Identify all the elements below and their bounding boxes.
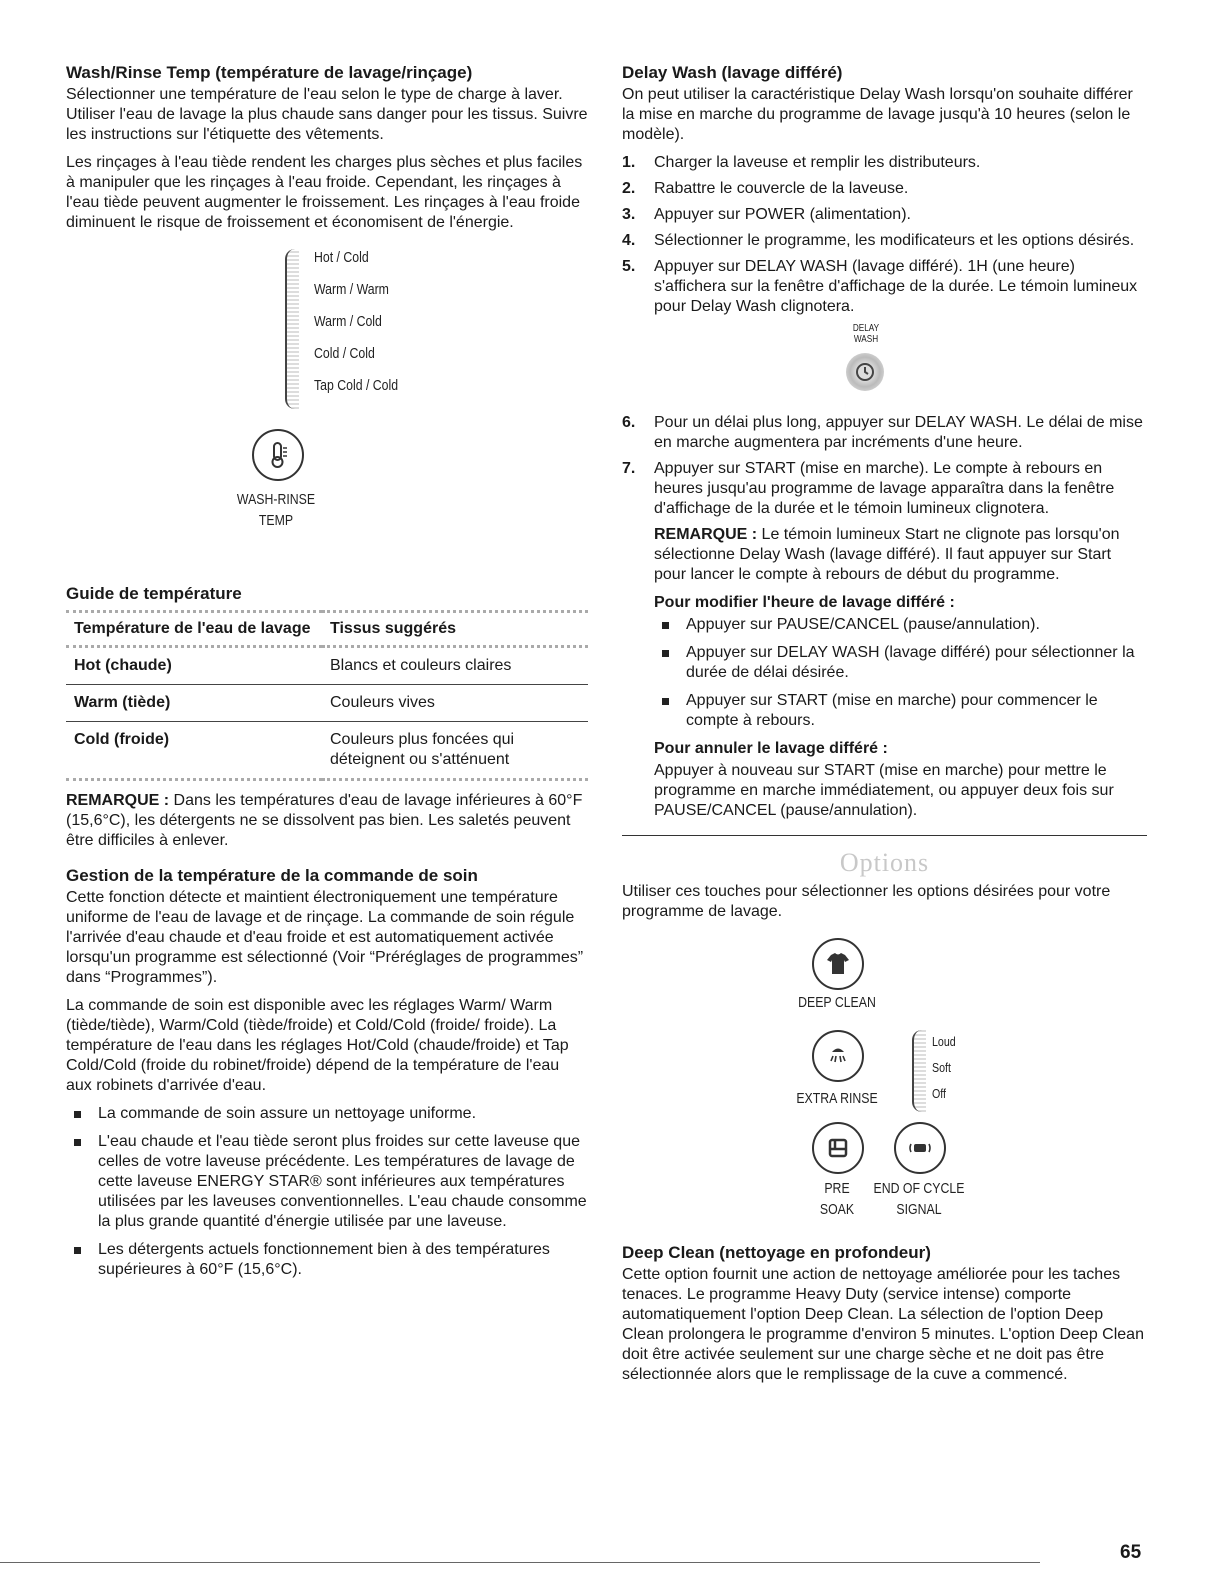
right-column [622,62,1147,1393]
extra-rinse-button[interactable] [812,1030,864,1082]
list-item: Appuyer sur PAUSE/CANCEL (pause/annulation). [654,615,1147,635]
signal-selector-bar [912,1030,926,1112]
care-title: Gestion de la température de la commande de soin [66,866,478,885]
delay-wash-graphic [622,323,1147,403]
list-item: Appuyer sur START (mise en marche) pour commencer le compte à rebours. [654,691,1147,731]
pre-soak-button[interactable] [812,1122,864,1174]
list-item: L'eau chaude et l'eau tiède seront plus froides sur cette laveuse que celles de votre laveuse précédente. Les températures de lavage de cette laveuse ENERGY STAR® sont inférieures aux températures utilisées par les laveuses conventionnelles. L'eau chaude consomme la plus grande quantité d'énergie utilisée par une laveuse. [66,1132,588,1232]
end-of-cycle-signal-button[interactable] [894,1122,946,1174]
left-column [66,62,588,1288]
setting-hot-cold: Hot / Cold [314,249,369,266]
bottom-rule [0,1562,1040,1563]
delay-wash-title: Delay Wash (lavage différé) [622,63,843,82]
list-item: 6. Pour un délai plus long, appuyer sur DELAY WASH. Le délai de mise en marche augmentera par incréments d'une heure. [622,414,1143,451]
shower-icon [823,1041,853,1071]
list-item: 1. Charger la laveuse et remplir les distributeurs. [622,154,981,171]
wash-rinse-temp-button[interactable] [252,429,304,481]
delay-steps-a [622,153,1147,317]
page-number: 65 [1120,1542,1142,1563]
table-row: Cold (froide) Couleurs plus foncées qui déteignent ou s'atténuent [66,722,588,780]
signal-loud: Loud [932,1034,956,1049]
wash-rinse-graphic [66,241,588,571]
table-header-row [66,612,588,647]
delay-steps-b [622,413,1147,519]
guide-title: Guide de température [66,584,242,603]
deep-clean-button[interactable] [812,938,864,990]
guide-note: REMARQUE : Dans les températures d'eau de lavage inférieures à 60°F (15,6°C), les détergents ne se dissolvent pas bien. Les saletés peuvent être difficiles à enlever. [66,792,583,849]
setting-cold-cold: Cold / Cold [314,345,375,362]
list-item: 3. Appuyer sur POWER (alimentation). [622,206,911,223]
temp-selector-bar [285,249,299,409]
list-item: Les détergents actuels fonctionnement bien à des températures supérieures à 60°F (15,6°C). [66,1240,588,1280]
deep-clean-text: Cette option fournit une action de nettoyage améliorée pour les taches tenaces. Le programme Heavy Duty (service intense) comporte automatiquement l'option Deep Clean. La sélection de l'option Deep Clean prolongera le programme d'environ 5 minutes. L'option Deep Clean doit être activée seulement sur une charge sèche et ne doit pas être sélectionnée alors que le remplissage de la cuve a commencé. [622,1266,1144,1383]
wash-rinse-caption: WASH-RINSE TEMP [236,491,316,529]
delay-wash-intro: On peut utiliser la caractéristique Delay Wash lorsqu'on souhaite différer la mise en marche du programme de lavage jusqu'à 10 heures (selon le modèle). [622,86,1133,143]
table-row: Hot (chaude) Blancs et couleurs claires [66,647,588,685]
delay-note: REMARQUE : Le témoin lumineux Start ne clignote pas lorsqu'on sélectionne Delay Wash (lavage différé). Il faut appuyer sur Start pour lancer le compte à rebours de début du programme. [654,526,1120,583]
header-fabrics: Tissus suggérés [330,620,456,637]
list-item: 4. Sélectionner le programme, les modificateurs et les options désirés. [622,232,1135,249]
care-bullets [66,1104,588,1280]
list-item: 2. Rabattre le couvercle de la laveuse. [622,180,909,197]
options-title: Options [839,848,930,877]
setting-warm-warm: Warm / Warm [314,281,389,298]
wash-rinse-p2: Les rinçages à l'eau tiède rendent les charges plus sèches et plus faciles à manipuler que les rinçages à l'eau froide. Cependant, les rinçages à l'eau tiède peuvent augmenter le froissement. Les rinçages à l'eau froide diminuent le risque de froissement et économisent de l'énergie. [66,154,583,231]
temperature-guide-table [66,610,588,781]
cancel-title: Pour annuler le lavage différé : [654,740,888,757]
care-p2: La commande de soin est disponible avec les réglages Warm/ Warm (tiède/tiède), Warm/Cold (tiède/froide) et Cold/Cold (froide/ froide). La température de l'eau dans les réglages Hot/Cold (chaude/froide) et Tap Cold/Cold (froide du robinet/froide) dépend de la température de l'eau aux robinets d'arrivée d'eau. [66,997,569,1094]
deep-clean-caption: DEEP CLEAN [798,994,876,1011]
header-water-temp: Température de l'eau de lavage [74,620,311,637]
table-row: Warm (tiède) Couleurs vives [66,685,588,722]
delay-wash-caption: DELAY WASH [852,323,880,345]
section-divider [622,835,1147,836]
wash-rinse-title: Wash/Rinse Temp (température de lavage/rinçage) [66,63,473,82]
pre-soak-caption: PRE SOAK [819,1180,855,1218]
signal-soft: Soft [932,1060,951,1075]
extra-rinse-caption: EXTRA RINSE [796,1090,878,1107]
shirt-icon [823,949,853,979]
deep-clean-title: Deep Clean (nettoyage en profondeur) [622,1243,931,1262]
end-of-cycle-caption: END OF CYCLE SIGNAL [873,1180,965,1218]
cancel-text: Appuyer à nouveau sur START (mise en marche) pour mettre le programme en marche immédiatement, ou appuyer deux fois sur PAUSE/CANCEL (pause/annulation). [654,762,1114,819]
delay-wash-button[interactable] [846,353,884,391]
soak-tub-icon [824,1134,852,1162]
modify-bullets [654,615,1147,731]
speaker-icon [906,1134,934,1162]
list-item: La commande de soin assure un nettoyage uniforme. [66,1104,588,1124]
options-intro: Utiliser ces touches pour sélectionner les options désirées pour votre programme de lavage. [622,883,1111,920]
list-item: 7. Appuyer sur START (mise en marche). Le compte à rebours en heures jusqu'au programme de lavage apparaîtra dans la fenêtre d'affichage de la durée et le témoin lumineux clignotera. [622,460,1115,517]
clock-icon [854,361,876,383]
setting-tap-cold-cold: Tap Cold / Cold [314,377,399,394]
modify-title: Pour modifier l'heure de lavage différé : [654,594,955,611]
setting-warm-cold: Warm / Cold [314,313,382,330]
care-p1: Cette fonction détecte et maintient électroniquement une température uniforme de l'eau de lavage et de rinçage. La commande de soin régule l'arrivée d'eau chaude et d'eau froide et est automatiquement activée lorsqu'un programme est sélectionné (Voir “Préréglages de programmes” dans “Programmes”). [66,889,584,986]
list-item: Appuyer sur DELAY WASH (lavage différé) pour sélectionner la durée de délai désirée. [654,643,1147,683]
list-item: 5. Appuyer sur DELAY WASH (lavage différé). 1H (une heure) s'affichera sur la fenêtre d'affichage de la durée. Le témoin lumineux pour Delay Wash clignotera. [622,258,1138,315]
options-graphic [622,930,1147,1270]
signal-off: Off [932,1086,947,1101]
thermometer-icon [263,440,293,470]
wash-rinse-p1: Sélectionner une température de l'eau selon le type de charge à laver. Utiliser l'eau de lavage la plus chaude sans danger pour les tissus. Suivre les instructions sur l'étiquette des vêtements. [66,86,588,143]
